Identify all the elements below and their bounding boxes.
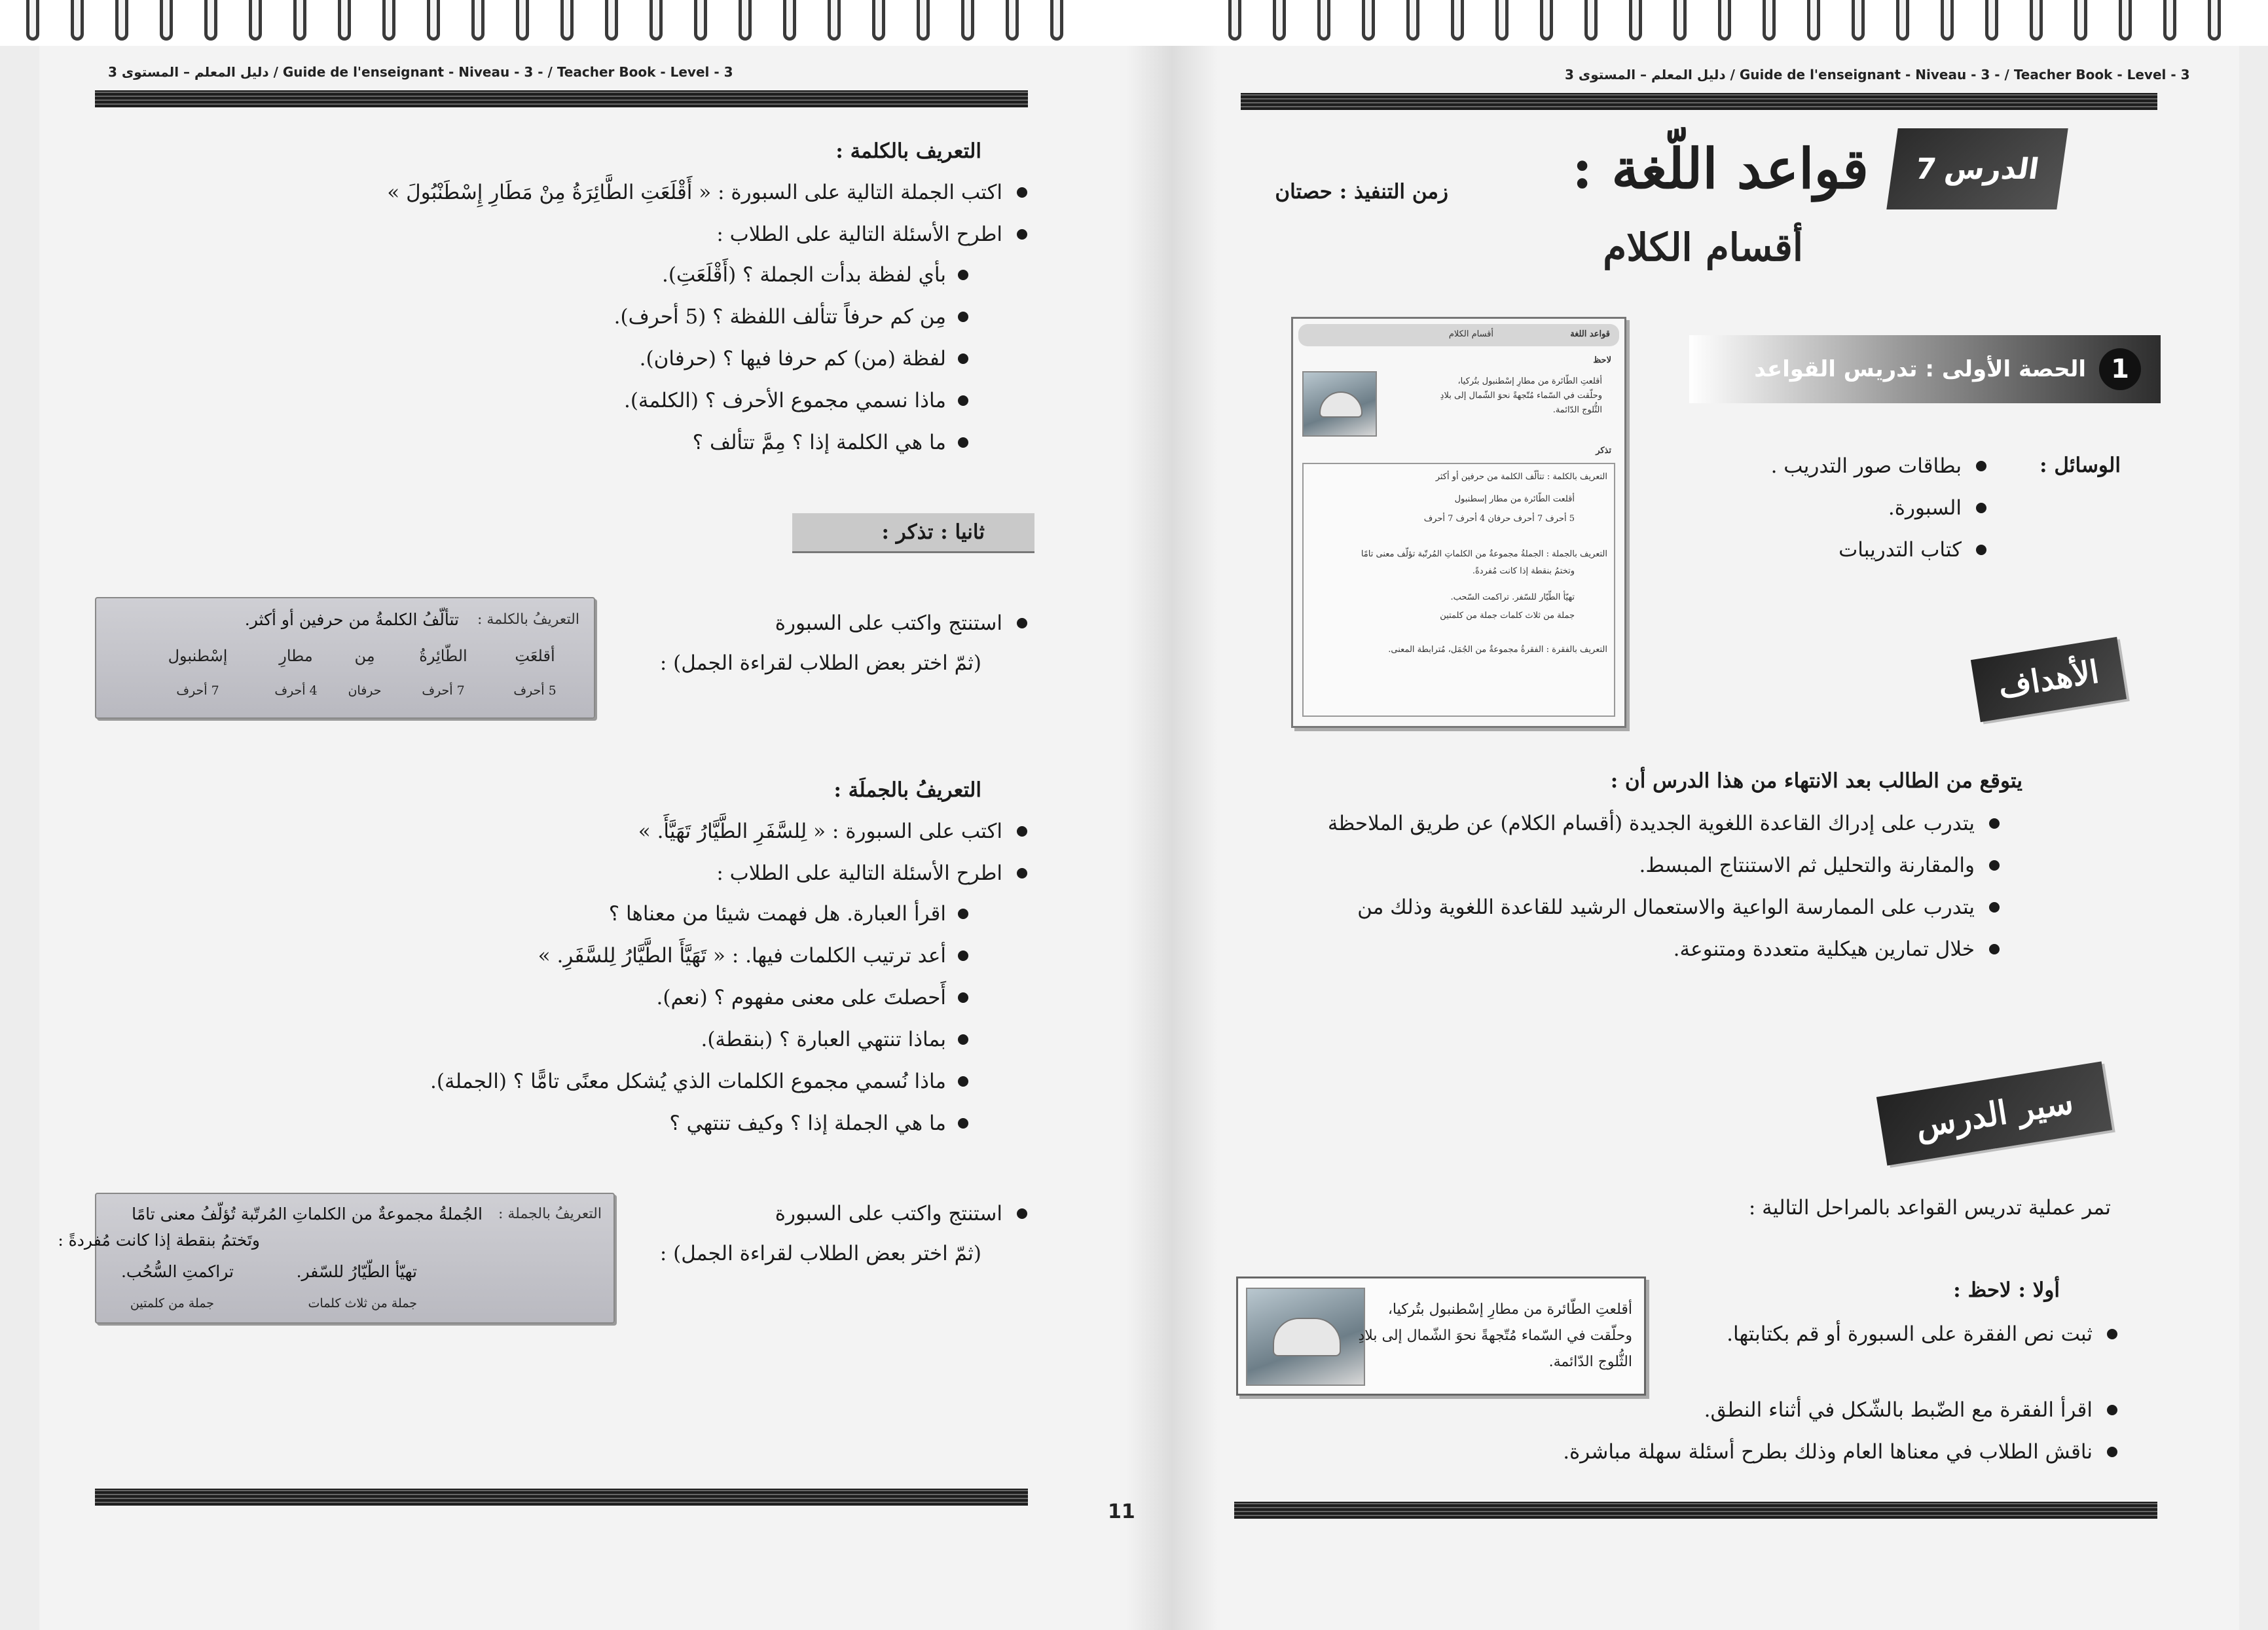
list-item: أعد ترتيب الكلمات فيها. : « تَهَيَّأَ الطَّيَّارُ لِلسَّفَرِ. » (430, 935, 975, 977)
spiral-ring (2163, 0, 2176, 41)
word-definition-label: التعريفُ بالكلمة : (477, 611, 579, 628)
letter-count: 7 أحرف (176, 683, 219, 698)
thumbnail-passage-line: أقلعتِ الطّائرة من مطارِ إسْطنبول بتُركيا، (1457, 376, 1602, 386)
spiral-ring (1985, 0, 1998, 41)
spiral-ring (1852, 0, 1865, 41)
lesson-label: الدرس (1943, 152, 2041, 186)
spiral-ring (872, 0, 885, 41)
thumbnail-row: التعريف بالكلمة : تتألّف الكلمة من حرفين أو أكثر (1435, 472, 1607, 482)
left-running-head: دليل المعلم – المستوى 3 / Guide de l'enseignant - Niveau - 3 - / Teacher Book - Level - 3 (108, 64, 733, 80)
sentence-questions-list (430, 893, 975, 1144)
spiral-ring (1674, 0, 1687, 41)
spiral-ring (2030, 0, 2043, 41)
list-item: اكتب على السبورة : « لِلسَّفَرِ الطَّيَّارُ تَهَيَّأَ. » (638, 810, 1034, 852)
list-item: بأي لفظة بدأت الجملة ؟ (أَقْلَعَتِ). (614, 254, 975, 296)
deduce-word-list (775, 602, 1034, 644)
session-number: 1 (2099, 348, 2141, 390)
page-number: 11 (1108, 1500, 1135, 1523)
spiral-ring (1584, 0, 1598, 41)
word-cell: مطارِ (279, 647, 313, 665)
lesson-title: قواعد اللّغة : (1572, 136, 1869, 201)
list-item: استنتج واكتب على السبورة (775, 602, 1034, 644)
word-definition-heading: التعريف بالكلمة : (835, 139, 981, 163)
thumbnail-passage-line: الثُّلوج الدّائمة. (1552, 405, 1602, 415)
list-item: يتدرب على إدراك القاعدة اللغوية الجديدة (أقسام الكلام) عن طريق الملاحظة (1328, 803, 2006, 844)
list-item: أَحصلتَ على معنى مفهوم ؟ (نعم). (430, 977, 975, 1019)
spiral-ring (739, 0, 752, 41)
objectives-stamp: الأهداف (1971, 637, 2127, 722)
letter-count: 5 أحرف (513, 683, 557, 698)
sentence-definition-line1: الجُملةُ مجموعةٌ من الكلماتِ المُرتّبة تُؤلّفُ معنى تامًا (132, 1204, 483, 1223)
passage-line: الثُّلوج الدّائمة. (1548, 1354, 1632, 1370)
thumbnail-row: جملة من ثلاث كلمات جملة من كلمتين (1440, 611, 1575, 621)
passage-line: وحلّقت في السّماء مُتّجهةً نحوَ الشّمال إلى بلادِ (1358, 1328, 1632, 1344)
spiral-ring (1540, 0, 1553, 41)
sentence-example-note: جملة من ثلاث كلمات (308, 1296, 417, 1311)
spiral-ring (382, 0, 395, 41)
deduce-word-note: (ثمّ اختر بعض الطلاب لقراءة الجمل) : (659, 651, 981, 675)
spiral-ring (293, 0, 306, 41)
list-item-continuation: خلال تمارين هيكلية متعددة ومتنوعة. (1328, 928, 2006, 970)
thumbnail-row: التعريف بالجملة : الجملةُ مجموعةٌ من الكلماتِ المُرتّبة تؤلّف معنى تامًا (1361, 549, 1607, 559)
lesson-duration: زمن التنفيذ : حصتان (1275, 180, 1448, 204)
thumbnail-header-left: قواعد اللغة (1570, 329, 1610, 339)
left-bottom-rule (95, 1489, 1028, 1506)
word-questions-list (614, 254, 975, 463)
lesson-number: 7 (1913, 152, 1939, 186)
spiral-ring (1629, 0, 1642, 41)
list-item: اكتب الجملة التالية على السبورة : « أَقْلَعَتِ الطَّائِرَةُ مِنْ مَطَارِ إِسْطَنْبُولَ » (387, 172, 1034, 213)
deduce-sentence-list (775, 1193, 1034, 1235)
textbook-page-thumbnail (1291, 317, 1626, 728)
sentence-example: تراكمتِ السُّحُب. (120, 1262, 234, 1281)
spiral-ring (694, 0, 707, 41)
remember-label: ثانيا : تذكر : (881, 520, 985, 544)
word-steps-list (387, 172, 1034, 255)
spiral-ring (917, 0, 930, 41)
letter-count: 7 أحرف (422, 683, 465, 698)
thumbnail-label-remember: تذكر (1596, 446, 1611, 456)
spiral-ring (160, 0, 173, 41)
spiral-ring (2074, 0, 2087, 41)
spiral-ring (115, 0, 128, 41)
spiral-ring (1718, 0, 1731, 41)
objectives-intro: يتوقع من الطالب بعد الانتهاء من هذا الدرس أن : (1610, 769, 2022, 793)
letter-count: حرفان (348, 683, 382, 698)
course-intro: تمر عملية تدريس القواعد بالمراحل التالية : (1748, 1196, 2111, 1220)
passage-line: أقلعتِ الطّائرة من مطارِ إسْطنبول بتُركيا، (1387, 1301, 1632, 1318)
thumbnail-label-observe: لاحظ (1593, 355, 1611, 365)
spiral-ring (1896, 0, 1909, 41)
list-item: ما هي الكلمة إذا ؟ مِمَّ تتألف ؟ (614, 422, 975, 463)
spiral-ring (1317, 0, 1330, 41)
spiral-ring (1495, 0, 1509, 41)
airplane-photo (1246, 1288, 1365, 1386)
list-item: ماذا نسمي مجموع الأحرف ؟ (الكلمة). (614, 380, 975, 422)
list-item: يتدرب على الممارسة الواعية والاستعمال الرشيد للقاعدة اللغوية وذلك من (1328, 886, 2006, 928)
session-header-bar (1689, 335, 2161, 403)
spiral-binding (0, 0, 2268, 46)
spiral-ring (516, 0, 529, 41)
thumbnail-row: 5 أحرف 7 أحرف حرفان 4 أحرف 7 أحرف (1423, 514, 1575, 524)
list-item: ما هي الجملة إذا ؟ وكيف تنتهي ؟ (430, 1102, 975, 1144)
spiral-ring (1451, 0, 1464, 41)
word-cell: الطّائِرةُ (419, 647, 467, 665)
list-item: اطرح الأسئلة التالية على الطلاب : (387, 213, 1034, 255)
list-item: لفظة (من) كم حرفا فيها ؟ (حرفان). (614, 338, 975, 380)
list-item: استنتج واكتب على السبورة (775, 1193, 1034, 1235)
spiral-ring (1273, 0, 1286, 41)
sentence-steps-list (638, 810, 1034, 894)
spiral-ring (828, 0, 841, 41)
session-title: الحصة الأولى : تدريس القواعد (1754, 356, 2086, 382)
letter-count: 4 أحرف (274, 683, 318, 698)
list-item: مِن كم حرفاً تتألف اللفظة ؟ (5 أحرف). (614, 296, 975, 338)
left-top-rule (95, 90, 1028, 107)
spiral-ring (1763, 0, 1776, 41)
thumbnail-remember-box (1302, 463, 1615, 717)
right-top-rule (1241, 93, 2157, 110)
list-item: ناقش الطلاب في معناها العام وذلك بطرح أسئلة سهلة مباشرة. (1563, 1431, 2124, 1473)
spiral-ring (1228, 0, 1241, 41)
thumbnail-passage-line: وحلّقت في السّماء مُتّجهةً نحوَ الشّمال إلى بلادِ (1440, 391, 1602, 401)
sentence-example-note: جملة من كلمتين (130, 1296, 214, 1311)
list-item: اقرأ الفقرة مع الضّبط بالشّكل في أثناء النطق. (1563, 1389, 2124, 1431)
spiral-ring (560, 0, 574, 41)
list-item: السبورة. (1771, 487, 1993, 529)
list-item: ثبت نص الفقرة على السبورة أو قم بكتابتها. (1563, 1313, 2124, 1355)
tools-label: الوسائل : (2039, 454, 2121, 477)
thumbnail-row: وتختمُ بنقطة إذا كانت مُفردةً. (1472, 566, 1575, 576)
spiral-ring (1362, 0, 1375, 41)
spiral-ring (26, 0, 39, 41)
right-running-head: دليل المعلم – المستوى 3 / Guide de l'enseignant - Niveau - 3 - / Teacher Book - Level - 3 (1565, 67, 2190, 82)
right-bottom-rule (1234, 1502, 2157, 1519)
lesson-subtitle: أقسام الكلام (1603, 225, 1803, 270)
spiral-ring (1006, 0, 1019, 41)
spiral-ring (427, 0, 440, 41)
spiral-ring (961, 0, 974, 41)
observe-label: أولا : لاحظ : (1953, 1278, 2060, 1302)
list-item: بطاقات صور التدريب . (1771, 445, 1993, 487)
thumbnail-row: التعريف بالفقرة : الفقرةُ مجموعةٌ من الجُمَل، مُترابطة المعنى. (1388, 645, 1607, 655)
list-item: اطرح الأسئلة التالية على الطلاب : (638, 852, 1034, 894)
sentence-definition-box (58, 1193, 615, 1324)
sentence-definition-label: التعريفُ بالجملة : (498, 1206, 602, 1222)
objectives-list (1328, 803, 2006, 970)
observe-list (1563, 1313, 2124, 1473)
spiral-ring (338, 0, 351, 41)
spiral-ring (71, 0, 84, 41)
spiral-ring (2208, 0, 2221, 41)
thumbnail-header-right: أقسام الكلام (1448, 329, 1493, 339)
list-item: اقرأ العبارة. هل فهمت شيئا من معناها ؟ (430, 893, 975, 935)
word-definition-text: تتألّفُ الكلمةُ من حرفين أو أكثر. (244, 610, 459, 629)
list-item: كتاب التدريبات (1771, 529, 1993, 571)
course-stamp: سير الدرس (1876, 1061, 2112, 1165)
lesson-tag (1886, 128, 2068, 209)
word-definition-box (95, 597, 595, 719)
thumbnail-row: تهيّأ الطّيّار للسّفر. تراكمت السّحب. (1450, 592, 1575, 602)
spiral-ring (649, 0, 663, 41)
spiral-ring (249, 0, 262, 41)
tools-list (1771, 445, 1993, 571)
spiral-ring (2119, 0, 2132, 41)
spiral-ring (1941, 0, 1954, 41)
spiral-ring (204, 0, 217, 41)
word-cell: أقلعَتِ (515, 647, 555, 665)
spiral-ring (605, 0, 618, 41)
spiral-ring (783, 0, 796, 41)
list-item: بماذا تنتهي العبارة ؟ (بنقطة). (430, 1019, 975, 1060)
spiral-ring (1406, 0, 1419, 41)
list-item: ماذا نُسمي مجموع الكلمات الذي يُشكل معنًى تامًّا ؟ (الجملة). (430, 1060, 975, 1102)
airplane-photo-small (1302, 371, 1377, 437)
sentence-definition-heading: التعريفُ بالجملَة : (833, 778, 981, 802)
word-cell: إسْطنبول (168, 647, 228, 665)
sentence-definition-line2: وتَختمُ بنقطة إذا كانت مُفردةً : (58, 1231, 260, 1250)
word-cell: مِن (354, 647, 375, 665)
list-item-continuation: والمقارنة والتحليل ثم الاستنتاج المبسط. (1328, 844, 2006, 886)
spiral-ring (1050, 0, 1063, 41)
thumbnail-row: أقلعت الطّائرة من مطار إسطنبول (1454, 494, 1575, 504)
spiral-ring (471, 0, 485, 41)
sentence-example: تهيّأ الطّيّارُ للسّفر. (296, 1262, 417, 1281)
page-fold (1126, 46, 1218, 1630)
deduce-sentence-note: (ثمّ اختر بعض الطلاب لقراءة الجمل) : (659, 1242, 981, 1265)
spiral-ring (1807, 0, 1820, 41)
